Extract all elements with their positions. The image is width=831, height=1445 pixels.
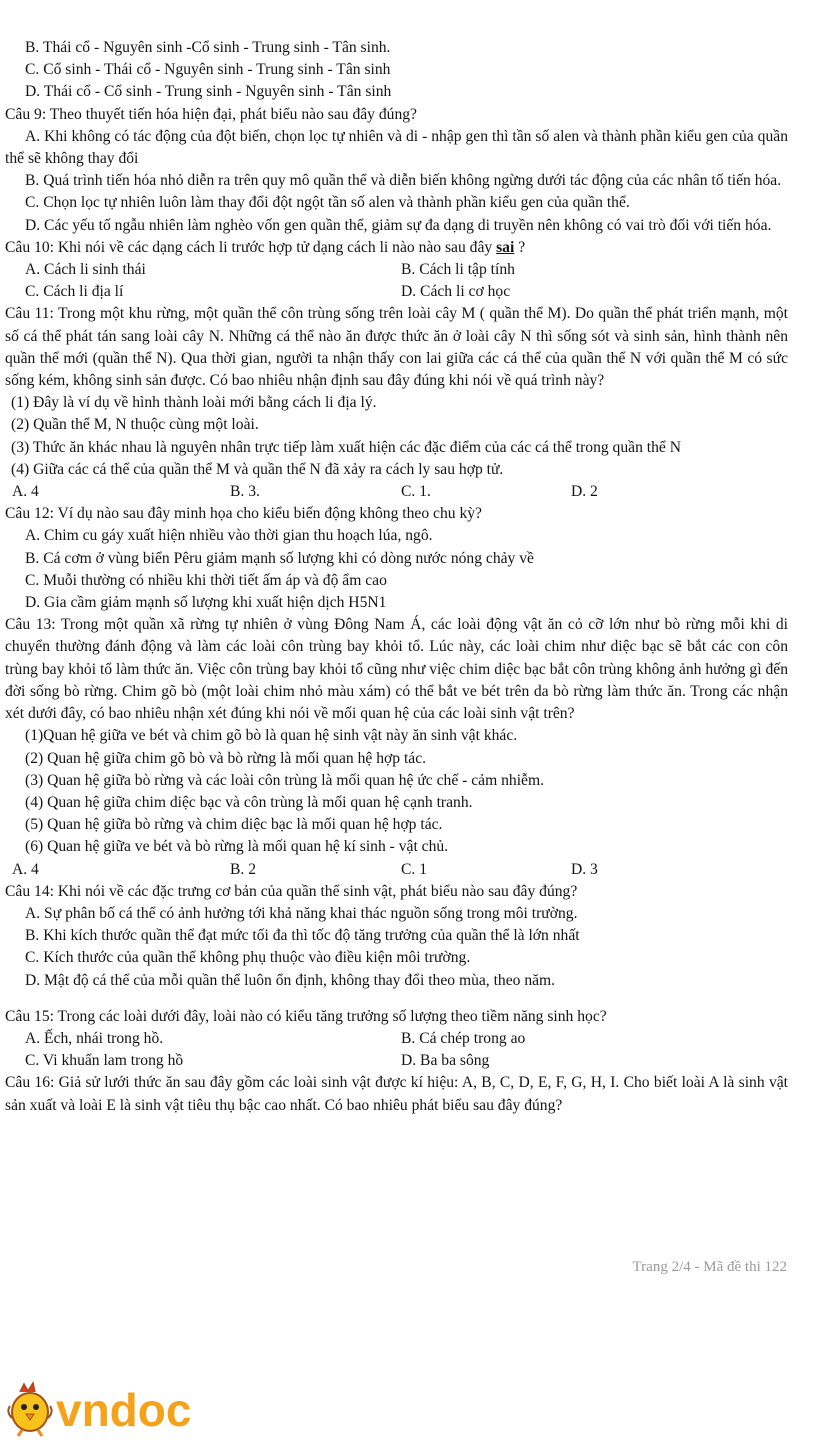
q13-option-c: C. 1	[401, 860, 427, 878]
q10-options-row2	[5, 281, 788, 303]
q11-statement-2: (2) Quần thể M, N thuộc cùng một loài.	[11, 416, 259, 434]
q10-options-row1	[5, 259, 788, 281]
q15-option-c: C. Vi khuẩn lam trong hồ	[25, 1052, 184, 1070]
q15-option-b: B. Cá chép trong ao	[401, 1029, 526, 1047]
q13-option-d: D. 3	[571, 860, 598, 878]
q11-option-d: D. 2	[571, 483, 598, 501]
q10-option-a: A. Cách li sinh thái	[25, 261, 146, 279]
q10-option-b: B. Cách li tập tính	[401, 261, 515, 279]
q10-emphasis: sai	[496, 238, 515, 256]
q13-statement-1: (1)Quan hệ giữa ve bét và chim gõ bò là quan hệ sinh vật này ăn sinh vật khác.	[25, 727, 518, 745]
q10-question-text: Câu 10: Khi nói về các dạng cách li trước hợp tử dạng cách li nào nào sau đây	[5, 238, 493, 256]
q13-statement-4: (4) Quan hệ giữa chim diệc bạc và côn trùng là mối quan hệ cạnh tranh.	[25, 793, 473, 811]
q10-option-c: C. Cách li địa lí	[25, 283, 124, 301]
q14-option-a: A. Sự phân bố cá thể có ảnh hưởng tới khả năng khai thác nguồn sống trong môi trường.	[25, 904, 578, 922]
q11-statement-3: (3) Thức ăn khác nhau là nguyên nhân trực tiếp làm xuất hiện các đặc điểm của các cá thể trong quần thể N	[11, 438, 681, 456]
page-footer: Trang 2/4 - Mã đề thi 122	[632, 1259, 787, 1275]
q13-options	[5, 859, 788, 881]
q16-question: Câu 16: Giả sử lưới thức ăn sau đây gồm các loài sinh vật được kí hiệu: A, B, C, D, E, F, G, H, I. Cho biết loài A là sinh vật sản xuất và loài E là sinh vật tiêu thụ bậc cao nhất. Có bao nhiêu phát biểu sau đây đúng?	[5, 1074, 788, 1114]
q12-option-a: A. Chim cu gáy xuất hiện nhiều vào thời gian thu hoạch lúa, ngô.	[25, 527, 433, 545]
q13-question: Câu 13: Trong một quần xã rừng tự nhiên ở vùng Đông Nam Á, các loài động vật ăn cỏ cỡ lớn như bò rừng mỗi khi di chuyển thường đánh động và làm các loài côn trùng bay khỏi tổ. Lúc này, các loài chim như diệc bạc sẽ bắt các con côn trùng bay khỏi tổ làm thức ăn. Việc côn trùng bay khỏi tổ cũng như việc chim diệc bạc bắt côn trùng không ảnh hưởng gì đến đời sống bò rừng. Chim gõ bò (một loài chim nhỏ màu xám) có thể bắt ve bét trên da bò rừng làm thức ăn. Trong các nhận xét dưới đây, có bao nhiêu nhận xét đúng khi nói về mối quan hệ của các loài sinh vật trên?	[5, 616, 788, 723]
q13-statement-5: (5) Quan hệ giữa bò rừng và chim diệc bạc là mối quan hệ hợp tác.	[25, 816, 443, 834]
q14-option-b: B. Khi kích thước quần thể đạt mức tối đa thì tốc độ tăng trưởng của quần thể là lớn nhất	[25, 927, 580, 945]
logo-mascot-icon	[4, 1378, 234, 1438]
q9-option-a: A. Khi không có tác động của đột biến, chọn lọc tự nhiên và di - nhập gen thì tần số alen và thành phần kiểu gen của quần thể sẽ không thay đổi	[5, 127, 788, 168]
q13-option-b: B. 2	[230, 860, 256, 878]
q10-question-end: ?	[514, 238, 526, 256]
q11-option-b: B. 3.	[230, 483, 260, 501]
q11-question: Câu 11: Trong một khu rừng, một quần thể côn trùng sống trên loài cây M ( quần thể M). Do quần thể phát triển mạnh, một số cá thể phát tán sang loài cây N. Những cá thể nào ăn được thức ăn ở loài cây N thì sống sót và sinh sản, hình thành nên quần thể mới (quần thể N). Qua thời gian, người ta nhận thấy con lai giữa các cá thể của quần thể N với quần thể M có sức sống kém, không sinh sản được. Có bao nhiêu nhận định sau đây đúng khi nói về quá trình này?	[5, 305, 788, 390]
logo-text: vndoc	[56, 1384, 192, 1436]
q10-question	[5, 237, 788, 259]
q12-option-c: C. Muỗi thường có nhiều khi thời tiết ấm áp và độ ẩm cao	[25, 571, 387, 589]
q12-option-b: B. Cá cơm ở vùng biển Pêru giảm mạnh số lượng khi có dòng nước nóng chảy về	[25, 549, 534, 567]
q11-statement-1: (1) Đây là ví dụ về hình thành loài mới bằng cách li địa lý.	[11, 394, 377, 412]
q12-question: Câu 12: Ví dụ nào sau đây minh họa cho kiểu biến động không theo chu kỳ?	[5, 505, 482, 523]
q15-question: Câu 15: Trong các loài dưới đây, loài nào có kiểu tăng trưởng số lượng theo tiềm năng sinh học?	[5, 1007, 607, 1025]
q13-statement-6: (6) Quan hệ giữa ve bét và bò rừng là mối quan hệ kí sinh - vật chủ.	[25, 838, 449, 856]
q11-option-a: A. 4	[12, 483, 39, 501]
q15-option-a: A. Ếch, nhái trong hồ.	[25, 1029, 164, 1047]
q14-option-c: C. Kích thước của quần thể không phụ thuộc vào điều kiện môi trường.	[25, 949, 471, 967]
spacer	[5, 992, 788, 1006]
vndoc-logo[interactable]	[4, 1378, 234, 1438]
option-c-prev: C. Cổ sinh - Thái cổ - Nguyên sinh - Trung sinh - Tân sinh	[25, 61, 391, 79]
q9-option-c: C. Chọn lọc tự nhiên luôn làm thay đổi đột ngột tần số alen và thành phần kiểu gen của quần thể.	[25, 194, 630, 212]
q13-statement-3: (3) Quan hệ giữa bò rừng và các loài côn trùng là mối quan hệ ức chế - cảm nhiễm.	[25, 771, 544, 789]
q14-question: Câu 14: Khi nói về các đặc trưng cơ bản của quần thể sinh vật, phát biểu nào sau đây đúng?	[5, 882, 578, 900]
exam-content	[5, 37, 788, 1117]
q9-option-d: D. Các yếu tố ngẫu nhiên làm nghèo vốn gen quần thể, giảm sự đa dạng di truyền nên không có vai trò đối với tiến hóa.	[25, 216, 772, 234]
q11-options	[5, 481, 788, 503]
q9-question: Câu 9: Theo thuyết tiến hóa hiện đại, phát biểu nào sau đây đúng?	[5, 105, 417, 123]
q14-option-d: D. Mật độ cá thể của mỗi quần thể luôn ổn định, không thay đổi theo mùa, theo năm.	[25, 971, 556, 989]
q10-option-d: D. Cách li cơ học	[401, 283, 511, 301]
option-b-prev: B. Thái cổ - Nguyên sinh -Cổ sinh - Trung sinh - Tân sinh.	[25, 39, 391, 56]
q11-statement-4: (4) Giữa các cá thể của quần thể M và quần thể N đã xảy ra cách ly sau hợp tử.	[11, 460, 504, 478]
q13-statement-2: (2) Quan hệ giữa chim gõ bò và bò rừng là mối quan hệ hợp tác.	[25, 749, 427, 767]
q15-option-d: D. Ba ba sông	[401, 1052, 490, 1070]
q15-options-row1	[5, 1028, 788, 1050]
q13-option-a: A. 4	[12, 860, 39, 878]
q12-option-d: D. Gia cầm giảm mạnh số lượng khi xuất hiện dịch H5N1	[25, 594, 387, 612]
q11-option-c: C. 1.	[401, 483, 431, 501]
q9-option-b: B. Quá trình tiến hóa nhỏ diễn ra trên quy mô quần thể và diễn biến không ngừng dưới tác động của các nhân tố tiến hóa.	[25, 172, 782, 190]
q15-options-row2	[5, 1050, 788, 1072]
option-d-prev: D. Thái cổ - Cổ sinh - Trung sinh - Nguyên sinh - Tân sinh	[25, 83, 392, 101]
